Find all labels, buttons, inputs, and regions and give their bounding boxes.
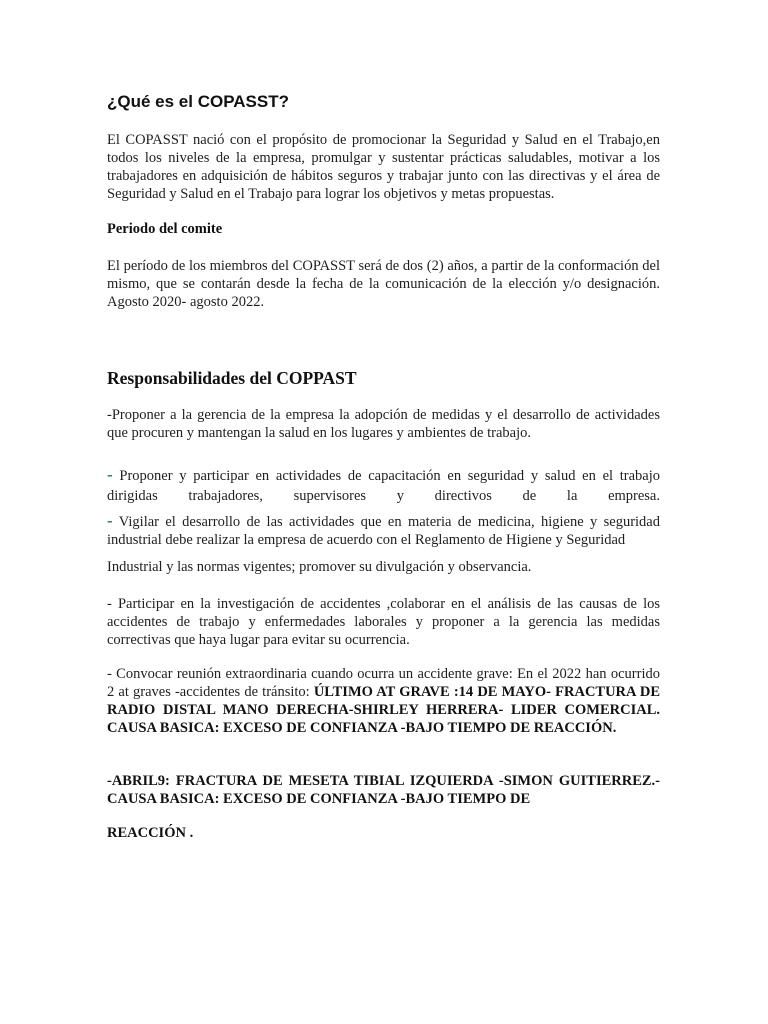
responsibility-2-line-2: dirigidas trabajadores, supervisores y directivos de la empresa. bbox=[107, 488, 660, 504]
period-paragraph: El período de los miembros del COPASST será de dos (2) años, a partir de la conformación del mismo, que se contarán desde la fecha de la comunicación de la elección y/o designación. Agosto 2020- agosto 2022. bbox=[107, 258, 660, 310]
responsibility-4: - Participar en la investigación de accidentes ,colaborar en el análisis de las causas de los accidentes de trabajo y enfermedades laborales y proponer a la gerencia las medidas correctivas que haya lugar para evitar su ocurrencia. bbox=[107, 596, 660, 648]
responsibility-1: -Proponer a la gerencia de la empresa la adopción de medidas y el desarrollo de actividades que procuren y mantengan la salud en los lugares y ambientes de trabajo. bbox=[107, 407, 660, 441]
dash-marker: - bbox=[107, 465, 113, 484]
intro-paragraph: El COPASST nació con el propósito de promocionar la Seguridad y Salud en el Trabajo,en todos los niveles de la empresa, promulgar y sustentar prácticas saludables, motivar a los trabajadores en adquisición de hábitos seguros y trabajar junto con las directivas y el área de Seguridad y Salud en el Trabajo para lograr los objetivos y metas propuestas. bbox=[107, 132, 660, 202]
responsibility-2-line-1: - Proponer y participar en actividades de capacitación en seguridad y salud en el trabajo bbox=[107, 465, 660, 484]
page-title: ¿Qué es el COPASST? bbox=[107, 92, 290, 111]
responsibility-3-continued: Industrial y las normas vigentes; promover su divulgación y observancia. bbox=[107, 559, 532, 575]
dash-marker: - bbox=[107, 511, 113, 530]
responsibilities-heading: Responsabilidades del COPPAST bbox=[107, 368, 357, 388]
reaction-text: REACCIÓN . bbox=[107, 825, 194, 841]
april-accident-note: -ABRIL9: FRACTURA DE MESETA TIBIAL IZQUIERDA -SIMON GUITIERREZ.-CAUSA BASICA: EXCESO DE CONFIANZA -BAJO TIEMPO DE bbox=[107, 773, 660, 807]
latest-accident-note: ÚLTIMO AT GRAVE :14 DE MAYO- FRACTURA DE RADIO DISTAL MANO DERECHA-SHIRLEY HERRERA- LIDER COMERCIAL. CAUSA BASICA: EXCESO DE CONFIANZA -BAJO TIEMPO DE REACCIÓN. bbox=[107, 684, 660, 736]
responsibility-5: - Convocar reunión extraordinaria cuando ocurra un accidente grave: En el 2022 han ocurrido 2 at graves -accidentes de tránsito: ÚLTIMO AT GRAVE :14 DE MAYO- FRACTURA DE RADIO DISTAL MANO DERECHA-SHIRLEY HERRERA- LIDER COMERCIAL. CAUSA BASICA: EXCESO DE CONFIANZA -BAJO TIEMPO DE REACCIÓN. bbox=[107, 666, 660, 736]
responsibility-2 bbox=[107, 466, 660, 505]
responsibility-3: - Vigilar el desarrollo de las actividades que en materia de medicina, higiene y seguridad industrial debe realizar la empresa de acuerdo con el Reglamento de Higiene y Seguridad bbox=[107, 511, 660, 548]
period-heading: Periodo del comite bbox=[107, 221, 223, 237]
